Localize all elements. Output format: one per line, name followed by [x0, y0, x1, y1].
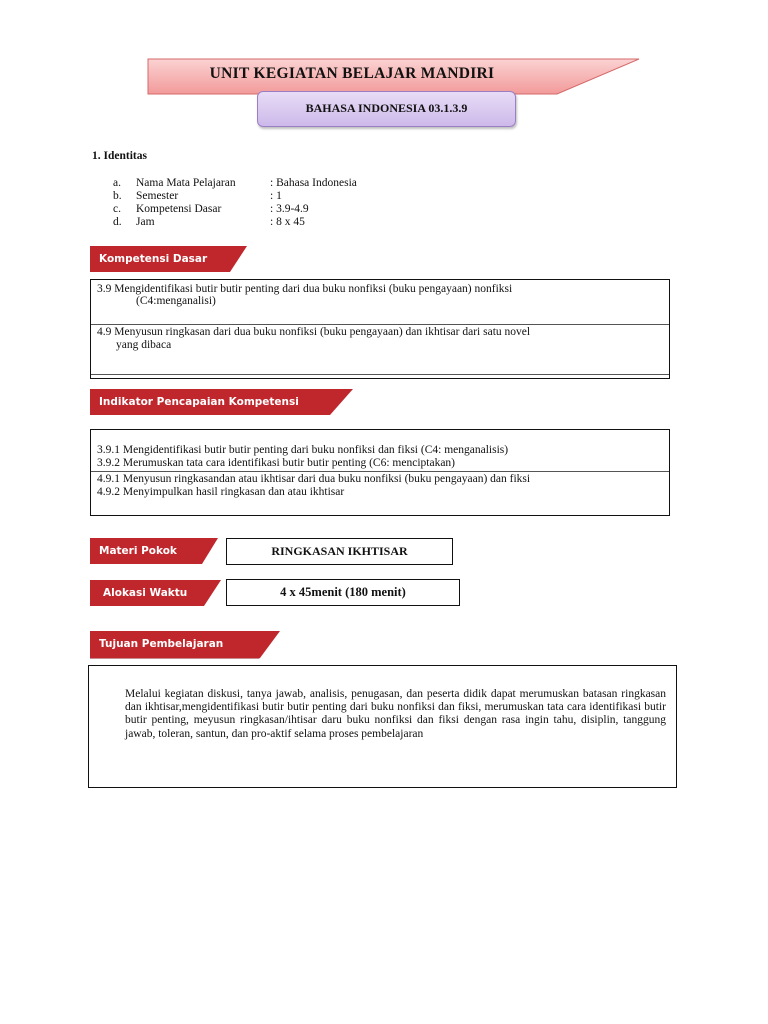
kd-item-line: 3.9 Mengidentifikasi butir butir penting dari dua buku nonfiksi (buku pengayaan) nonfiksi [97, 283, 513, 295]
materi-pokok-tab [90, 538, 218, 564]
kd-item-line: (C4:menganalisi) [136, 295, 216, 307]
tujuan-tab [90, 631, 280, 657]
identitas-letter: b. [113, 190, 122, 202]
kd-item-line: 4.9 Menyusun ringkasan dari dua buku nonfiksi (buku pengayaan) dan ikhtisar dari satu novel [97, 326, 531, 338]
divider [91, 324, 669, 325]
divider [91, 471, 669, 472]
tujuan-text: Melalui kegiatan diskusi, tanya jawab, analisis, penugasan, dan peserta didik dapat merumuskan batasan ringkasan dan ikhtisar,mengidentifikasi butir butir penting dari buku nonfiksi dan fiksi, merumuskan tata cara identifikasi butir butir penting, meyusun ringkasan/ihtisar daru buku nonfiksi dan fiksi dengan rasa ingin tahu, disiplin, tanggung jawab, toleran, santun, dan pro-aktif selama proses pembelajaran [125, 688, 666, 740]
subject-code-label: BAHASA INDONESIA 03.1.3.9 [257, 91, 516, 127]
indikator-tab [90, 389, 353, 415]
divider [91, 374, 669, 375]
kompetensi-dasar-box [90, 279, 670, 379]
indikator-box [90, 429, 670, 516]
alokasi-waktu-tab [90, 580, 221, 606]
tujuan-tab-label: Tujuan Pembelajaran [99, 638, 224, 650]
identitas-value: : Bahasa Indonesia [270, 177, 357, 189]
identitas-value: : 1 [270, 190, 282, 202]
materi-pokok-value: RINGKASAN IKHTISAR [226, 538, 453, 565]
indikator-tab-label: Indikator Pencapaian Kompetensi [99, 396, 299, 408]
alokasi-waktu-value: 4 x 45menit (180 menit) [226, 579, 460, 606]
identitas-letter: a. [113, 177, 121, 189]
page-title: UNIT KEGIATAN BELAJAR MANDIRI [209, 65, 495, 82]
identitas-value: : 8 x 45 [270, 216, 305, 228]
identitas-letter: d. [113, 216, 122, 228]
materi-pokok-tab-label: Materi Pokok [99, 545, 177, 557]
alokasi-waktu-tab-label: Alokasi Waktu [103, 587, 188, 599]
tujuan-box [88, 665, 677, 788]
indikator-item: 3.9.2 Merumuskan tata cara identifikasi butir butir penting (C6: menciptakan) [97, 457, 455, 469]
kompetensi-dasar-tab [90, 246, 247, 272]
identitas-label: Jam [136, 216, 155, 228]
indikator-item: 4.9.1 Menyusun ringkasandan atau ikhtisar dari dua buku nonfiksi (buku pengayaan) dan fiksi [97, 473, 531, 485]
identitas-value: : 3.9-4.9 [270, 203, 309, 215]
identitas-label: Semester [136, 190, 179, 202]
identitas-letter: c. [113, 203, 121, 215]
indikator-item: 3.9.1 Mengidentifikasi butir butir penting dari buku nonfiksi dan fiksi (C4: menganalisis) [97, 444, 509, 456]
identitas-heading: 1. Identitas [92, 150, 147, 162]
kd-item-line: yang dibaca [116, 339, 172, 351]
indikator-item: 4.9.2 Menyimpulkan hasil ringkasan dan atau ikhtisar [97, 486, 345, 498]
kompetensi-dasar-tab-label: Kompetensi Dasar [99, 253, 208, 265]
identitas-label: Kompetensi Dasar [136, 203, 222, 215]
identitas-label: Nama Mata Pelajaran [136, 177, 236, 189]
